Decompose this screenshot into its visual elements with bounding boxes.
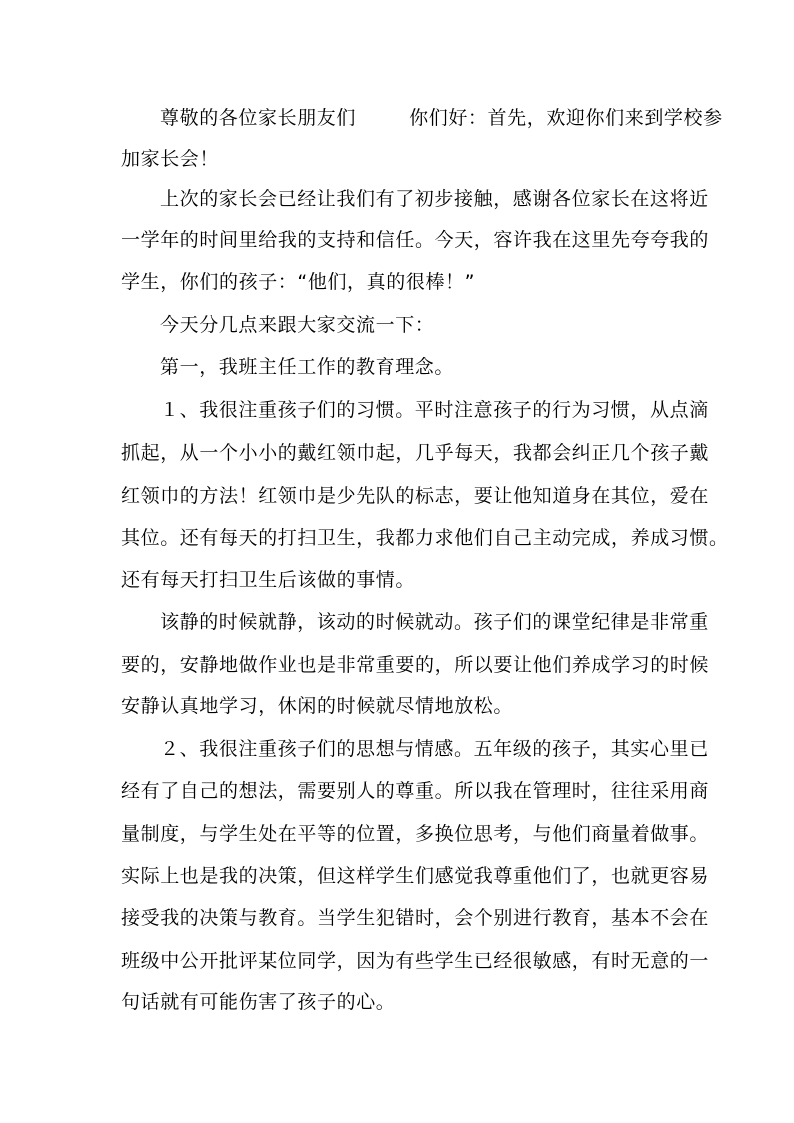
text-line: 其位。还有每天的打扫卫生，我都力求他们自己主动完成，养成习惯。 [121, 527, 729, 549]
text-line: 实际上也是我的决策，但这样学生们感觉我尊重他们了，也就更容易 [121, 865, 710, 887]
text-line: 加家长会！ [121, 148, 220, 170]
text-line: 第一，我班主任工作的教育理念。 [160, 356, 455, 378]
text-line: 还有每天打扫卫生后该做的事情。 [121, 569, 416, 591]
text-line: 今天分几点来跟大家交流一下： [160, 314, 435, 336]
text-line: 接受我的决策与教育。当学生犯错时，会个别进行教育，基本不会在 [121, 907, 710, 929]
text-line: １、我很注重孩子们的习惯。平时注意孩子的行为习惯，从点滴 [160, 399, 709, 421]
text-line: 该静的时候就静，该动的时候就动。孩子们的课堂纪律是非常重 [160, 611, 709, 633]
text-line: 班级中公开批评某位同学，因为有些学生已经很敏感，有时无意的一 [121, 950, 710, 972]
text-line: 安静认真地学习，休闲的时候就尽情地放松。 [121, 695, 514, 717]
text-line: 尊敬的各位家长朋友们 你们好：首先，欢迎你们来到学校参 [160, 107, 723, 129]
text-line: 抓起，从一个小小的戴红领巾起，几乎每天，我都会纠正几个孩子戴 [121, 442, 710, 464]
text-line: ２、我很注重孩子们的思想与情感。五年级的孩子，其实心里已 [160, 738, 709, 760]
text-line: 红领巾的方法！红领巾是少先队的标志，要让他知道身在其位，爱在 [121, 485, 710, 507]
text-line: 句话就有可能伤害了孩子的心。 [121, 991, 396, 1013]
text-line: 上次的家长会已经让我们有了初步接触，感谢各位家长在这将近 [160, 188, 709, 210]
text-line: 学生，你们的孩子：“他们，真的很棒！” [121, 271, 476, 293]
text-line: 一学年的时间里给我的支持和信任。今天，容许我在这里先夸夸我的 [121, 229, 710, 251]
text-line: 要的，安静地做作业也是非常重要的，所以要让他们养成学习的时候 [121, 654, 710, 676]
text-line: 量制度，与学生处在平等的位置，多换位思考，与他们商量着做事。 [121, 823, 710, 845]
text-line: 经有了自己的想法，需要别人的尊重。所以我在管理时，往往采用商 [121, 780, 710, 802]
